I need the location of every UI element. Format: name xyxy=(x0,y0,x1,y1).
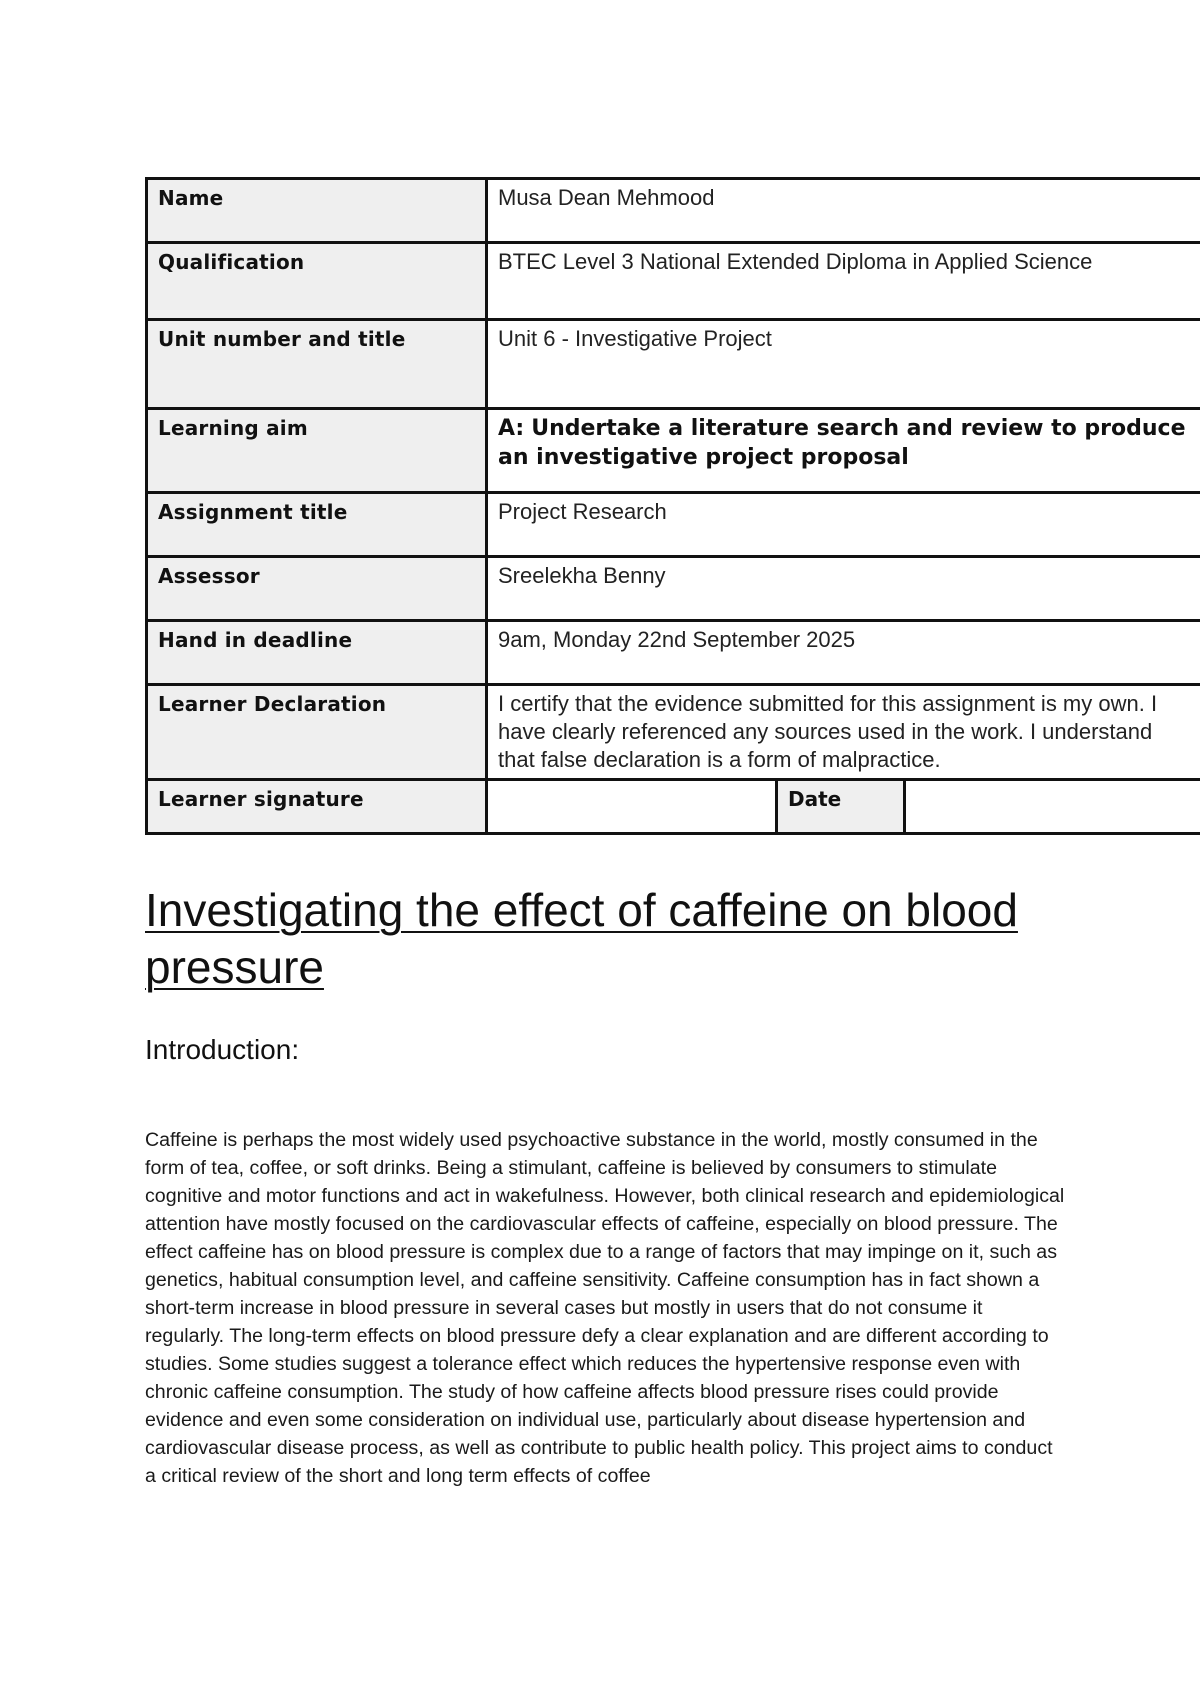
signature-field[interactable] xyxy=(487,780,777,834)
unit-label: Unit number and title xyxy=(147,320,487,409)
learning-aim-label: Learning aim xyxy=(147,409,487,493)
date-label: Date xyxy=(777,780,905,834)
row-assessor xyxy=(147,557,1200,621)
document-title: Investigating the effect of caffeine on blood pressure xyxy=(145,884,1018,993)
introduction-paragraph: Caffeine is perhaps the most widely used psychoactive substance in the world, mostly consumed in the form of tea, coffee, or soft drinks. Being a stimulant, caffeine is believed by consumers to stimulate cognitive and motor functions and act in wakefulness. However, both clinical research and epidemiological attention have mostly focused on the cardiovascular effects of caffeine, especially on blood pressure. The effect caffeine has on blood pressure is complex due to a range of factors that may impinge on it, such as genetics, habitual consumption level, and caffeine sensitivity. Caffeine consumption has in fact shown a short-term increase in blood pressure in several cases but mostly in users that do not consume it regularly. The long-term effects on blood pressure defy a clear explanation and are different according to studies. Some studies suggest a tolerance effect which reduces the hypertensive response even with chronic caffeine consumption. The study of how caffeine affects blood pressure rises could provide evidence and even some consideration on individual use, particularly about disease hypertension and cardiovascular disease process, as well as contribute to public health policy. This project aims to conduct a critical review of the short and long term effects of coffee xyxy=(145,1129,1065,1487)
learning-aim-text: Undertake a literature search and review to produce an investigative project proposal xyxy=(498,416,1186,470)
deadline-value: 9am, Monday 22nd September 2025 xyxy=(487,621,1200,685)
row-unit xyxy=(147,320,1200,409)
name-label: Name xyxy=(147,179,487,243)
name-value: Musa Dean Mehmood xyxy=(487,179,1200,243)
introduction-heading: Introduction: xyxy=(145,1034,300,1065)
learning-aim-value xyxy=(487,409,1200,493)
cover-sheet-table xyxy=(145,177,1200,835)
signature-label: Learner signature xyxy=(147,780,487,834)
row-assignment-title xyxy=(147,493,1200,557)
deadline-label: Hand in deadline xyxy=(147,621,487,685)
declaration-label: Learner Declaration xyxy=(147,685,487,780)
assessor-value: Sreelekha Benny xyxy=(487,557,1200,621)
assessor-label: Assessor xyxy=(147,557,487,621)
row-deadline xyxy=(147,621,1200,685)
row-qualification xyxy=(147,243,1200,320)
row-declaration xyxy=(147,685,1200,780)
declaration-value: I certify that the evidence submitted for this assignment is my own. I have clearly referenced any sources used in the work. I understand that false declaration is a form of malpractice. xyxy=(487,685,1200,780)
learning-aim-code: A: xyxy=(498,416,525,441)
row-learning-aim xyxy=(147,409,1200,493)
date-field[interactable] xyxy=(905,780,1200,834)
row-name xyxy=(147,179,1200,243)
assignment-title-label: Assignment title xyxy=(147,493,487,557)
qualification-label: Qualification xyxy=(147,243,487,320)
row-signature xyxy=(147,780,1200,834)
qualification-value: BTEC Level 3 National Extended Diploma in Applied Science xyxy=(487,243,1200,320)
assignment-title-value: Project Research xyxy=(487,493,1200,557)
unit-value: Unit 6 - Investigative Project xyxy=(487,320,1200,409)
